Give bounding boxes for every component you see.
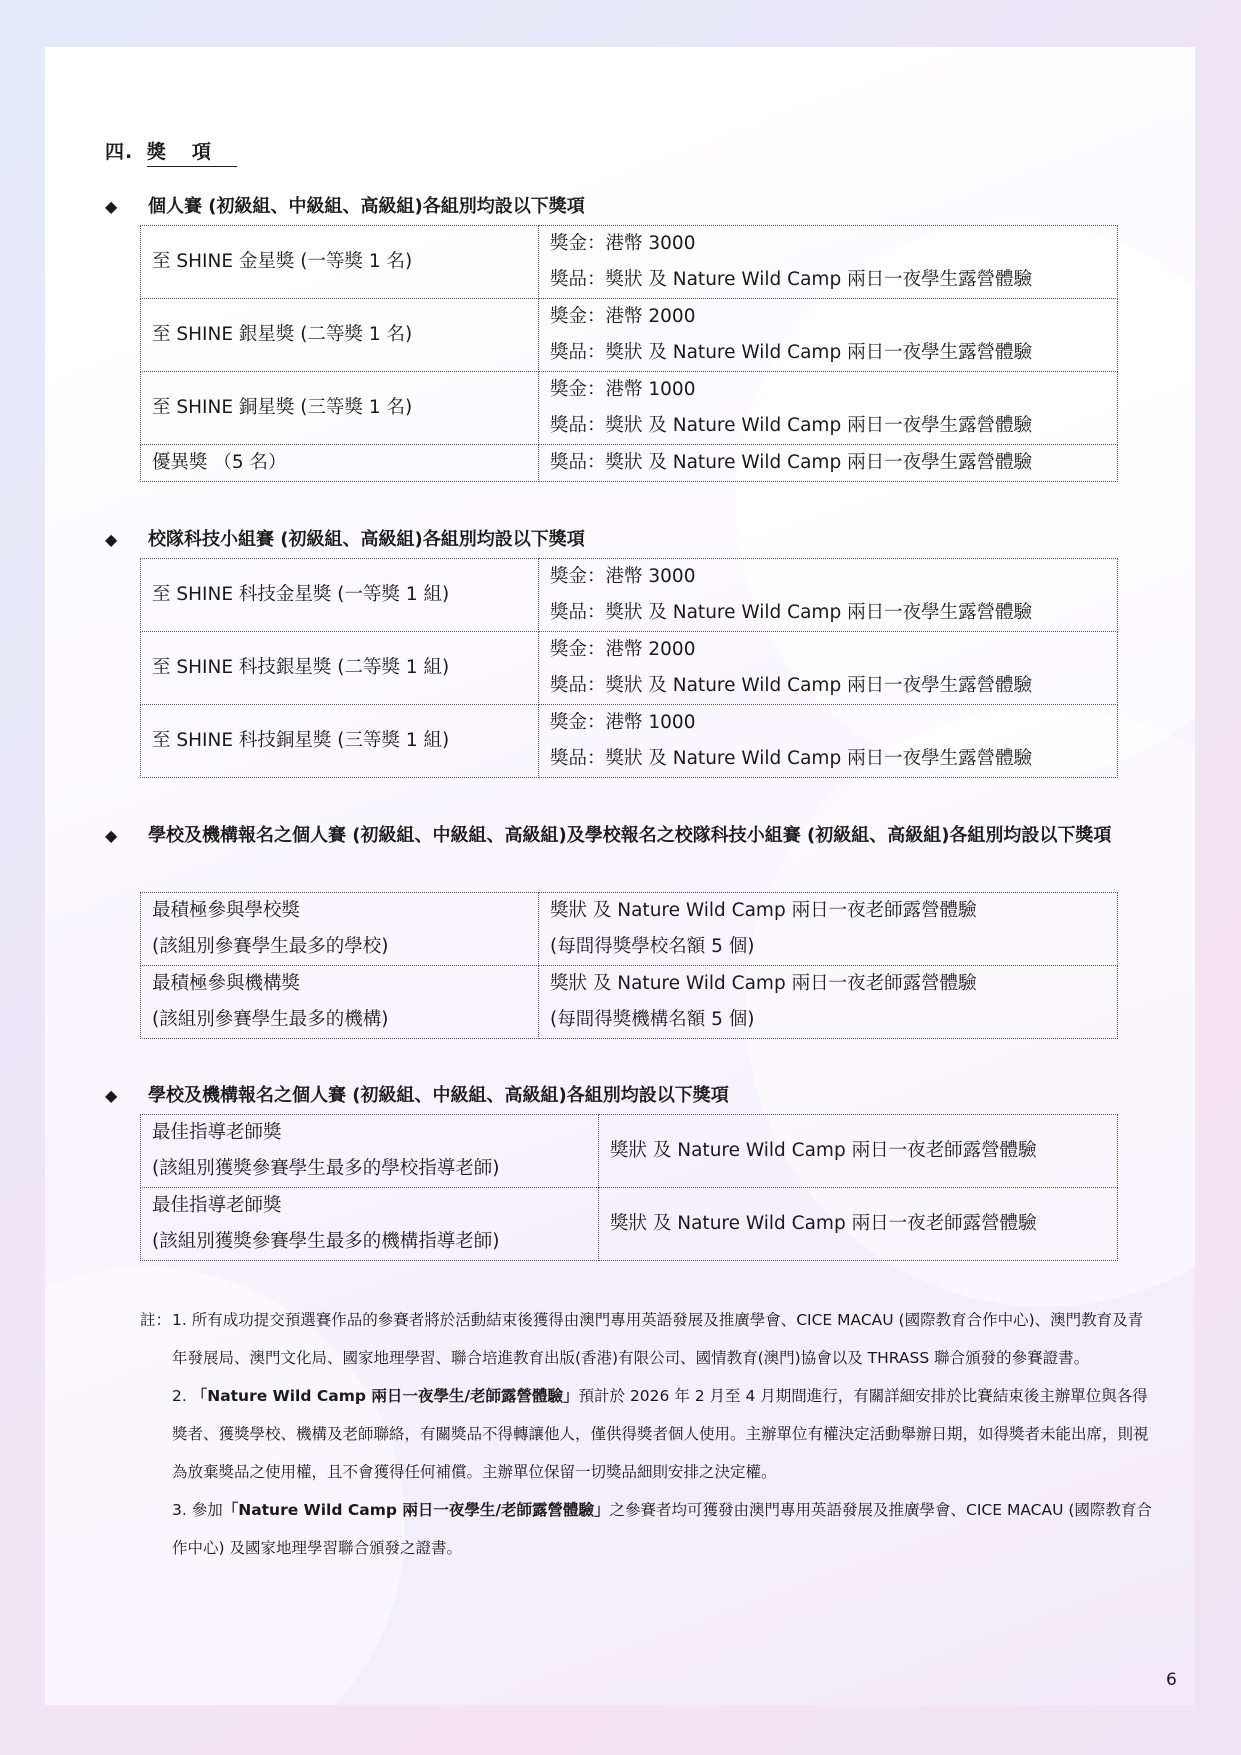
table-row [141,893,1118,966]
award-cell: 至 SHINE 科技銀星獎 (二等獎 1 組) [141,632,539,705]
note-3 [140,1491,1152,1567]
section-title: 學校及機構報名之個人賽 (初級組、中級組、高級組)及學校報名之校隊科技小組賽 (初級組、高級組)各組別均設以下獎項 [148,825,1112,846]
prize-cell: 獎金：港幣 2000 獎品：獎狀 及 Nature Wild Camp 兩日一夜學生露營體驗 [539,632,1118,705]
prize-cell: 獎品：獎狀 及 Nature Wild Camp 兩日一夜學生露營體驗 [539,445,1118,482]
note-text: 之參賽者均可獲發由澳門專用英語發展及推廣學會、CICE MACAU (國際教育合作中心) 及國家地理學習聯合頒發之證書。 [172,1501,1152,1557]
individual-awards-table [140,225,1118,482]
participation-awards-table [140,892,1118,1039]
heading-title: 獎項 [147,137,237,167]
table-row [141,559,1118,632]
section-title: 校隊科技小組賽 (初級組、高級組)各組別均設以下獎項 [148,529,585,550]
table-row [141,705,1118,778]
award-cell: 最佳指導老師獎 (該組別獲獎參賽學生最多的機構指導老師) [141,1188,599,1261]
table-row [141,632,1118,705]
teacher-awards-table [140,1114,1118,1261]
table-row [141,966,1118,1039]
prize-cell: 獎狀 及 Nature Wild Camp 兩日一夜老師露營體驗 (每間得獎學校名額 5 個) [539,893,1118,966]
note-prefix: 2. [172,1387,192,1405]
heading-number: 四. [105,141,134,163]
award-cell: 最積極參與機構獎 (該組別參賽學生最多的機構) [141,966,539,1039]
diamond-bullet-icon: ◆ [105,826,118,845]
note-bold-title: 「Nature Wild Camp 兩日一夜學生/老師露營體驗」 [191,1387,579,1405]
award-cell: 至 SHINE 科技銅星獎 (三等獎 1 組) [141,705,539,778]
award-cell: 優異獎 （5 名） [141,445,539,482]
prize-cell: 獎金：港幣 3000 獎品：獎狀 及 Nature Wild Camp 兩日一夜學生露營體驗 [539,226,1118,299]
award-cell: 至 SHINE 銅星獎 (三等獎 1 名) [141,372,539,445]
section-title: 個人賽 (初級組、中級組、高級組)各組別均設以下獎項 [148,196,585,217]
diamond-bullet-icon: ◆ [105,197,118,216]
prize-cell: 獎金：港幣 3000 獎品：獎狀 及 Nature Wild Camp 兩日一夜學生露營體驗 [539,559,1118,632]
table-row [141,372,1118,445]
section-participation-title [105,818,1165,854]
award-cell: 最佳指導老師獎 (該組別獲獎參賽學生最多的學校指導老師) [141,1115,599,1188]
note-text: 預計於 2026 年 2 月至 4 月期間進行，有關詳細安排於比賽結束後主辦單位與各得獎者、獲獎學校、機構及老師聯絡，有關獎品不得轉讓他人，僅供得獎者個人使用。主辦單位有權決定活動舉辦日期，如得獎者未能出席，則視為放棄獎品之使用權，且不會獲得任何補償。主辦單位保留一切獎品細則安排之決定權。 [172,1387,1149,1481]
diamond-bullet-icon: ◆ [105,530,118,549]
table-row [141,445,1118,482]
table-row [141,1188,1118,1261]
prize-cell: 獎狀 及 Nature Wild Camp 兩日一夜老師露營體驗 [599,1188,1118,1261]
note-text: 1. 所有成功提交預選賽作品的參賽者將於活動結束後獲得由澳門專用英語發展及推廣學會、CICE MACAU (國際教育合作中心)、澳門教育及青年發展局、澳門文化局、國家地理學習、聯合培進教育出版(香港)有限公司、國情教育(澳門)協會以及 THRASS 聯合頒發的參賽證書。 [172,1311,1144,1367]
award-cell: 最積極參與學校獎 (該組別參賽學生最多的學校) [141,893,539,966]
prize-cell: 獎金：港幣 1000 獎品：獎狀 及 Nature Wild Camp 兩日一夜學生露營體驗 [539,705,1118,778]
award-cell: 至 SHINE 金星獎 (一等獎 1 名) [141,226,539,299]
table-row [141,226,1118,299]
note-1 [140,1301,1152,1377]
award-cell: 至 SHINE 銀星獎 (二等獎 1 名) [141,299,539,372]
table-row [141,299,1118,372]
section-individual-title [105,189,1165,225]
prize-cell: 獎金：港幣 2000 獎品：獎狀 及 Nature Wild Camp 兩日一夜學生露營體驗 [539,299,1118,372]
section-title: 學校及機構報名之個人賽 (初級組、中級組、高級組)各組別均設以下獎項 [148,1085,729,1106]
notes-label: 註： [140,1311,172,1329]
prize-cell: 獎狀 及 Nature Wild Camp 兩日一夜老師露營體驗 (每間得獎機構名額 5 個) [539,966,1118,1039]
notes-block [140,1301,1152,1567]
note-prefix: 3. 參加 [172,1501,223,1519]
note-2 [140,1377,1152,1491]
award-cell: 至 SHINE 科技金星獎 (一等獎 1 組) [141,559,539,632]
section-team-title [105,522,1165,558]
section-teacher-title [105,1078,1165,1114]
table-row [141,1115,1118,1188]
section-heading [105,137,237,167]
prize-cell: 獎金：港幣 1000 獎品：獎狀 及 Nature Wild Camp 兩日一夜學生露營體驗 [539,372,1118,445]
team-awards-table [140,558,1118,778]
prize-cell: 獎狀 及 Nature Wild Camp 兩日一夜老師露營體驗 [599,1115,1118,1188]
diamond-bullet-icon: ◆ [105,1086,118,1105]
page-number: 6 [1166,1670,1177,1690]
note-bold-title: 「Nature Wild Camp 兩日一夜學生/老師露營體驗」 [222,1501,610,1519]
